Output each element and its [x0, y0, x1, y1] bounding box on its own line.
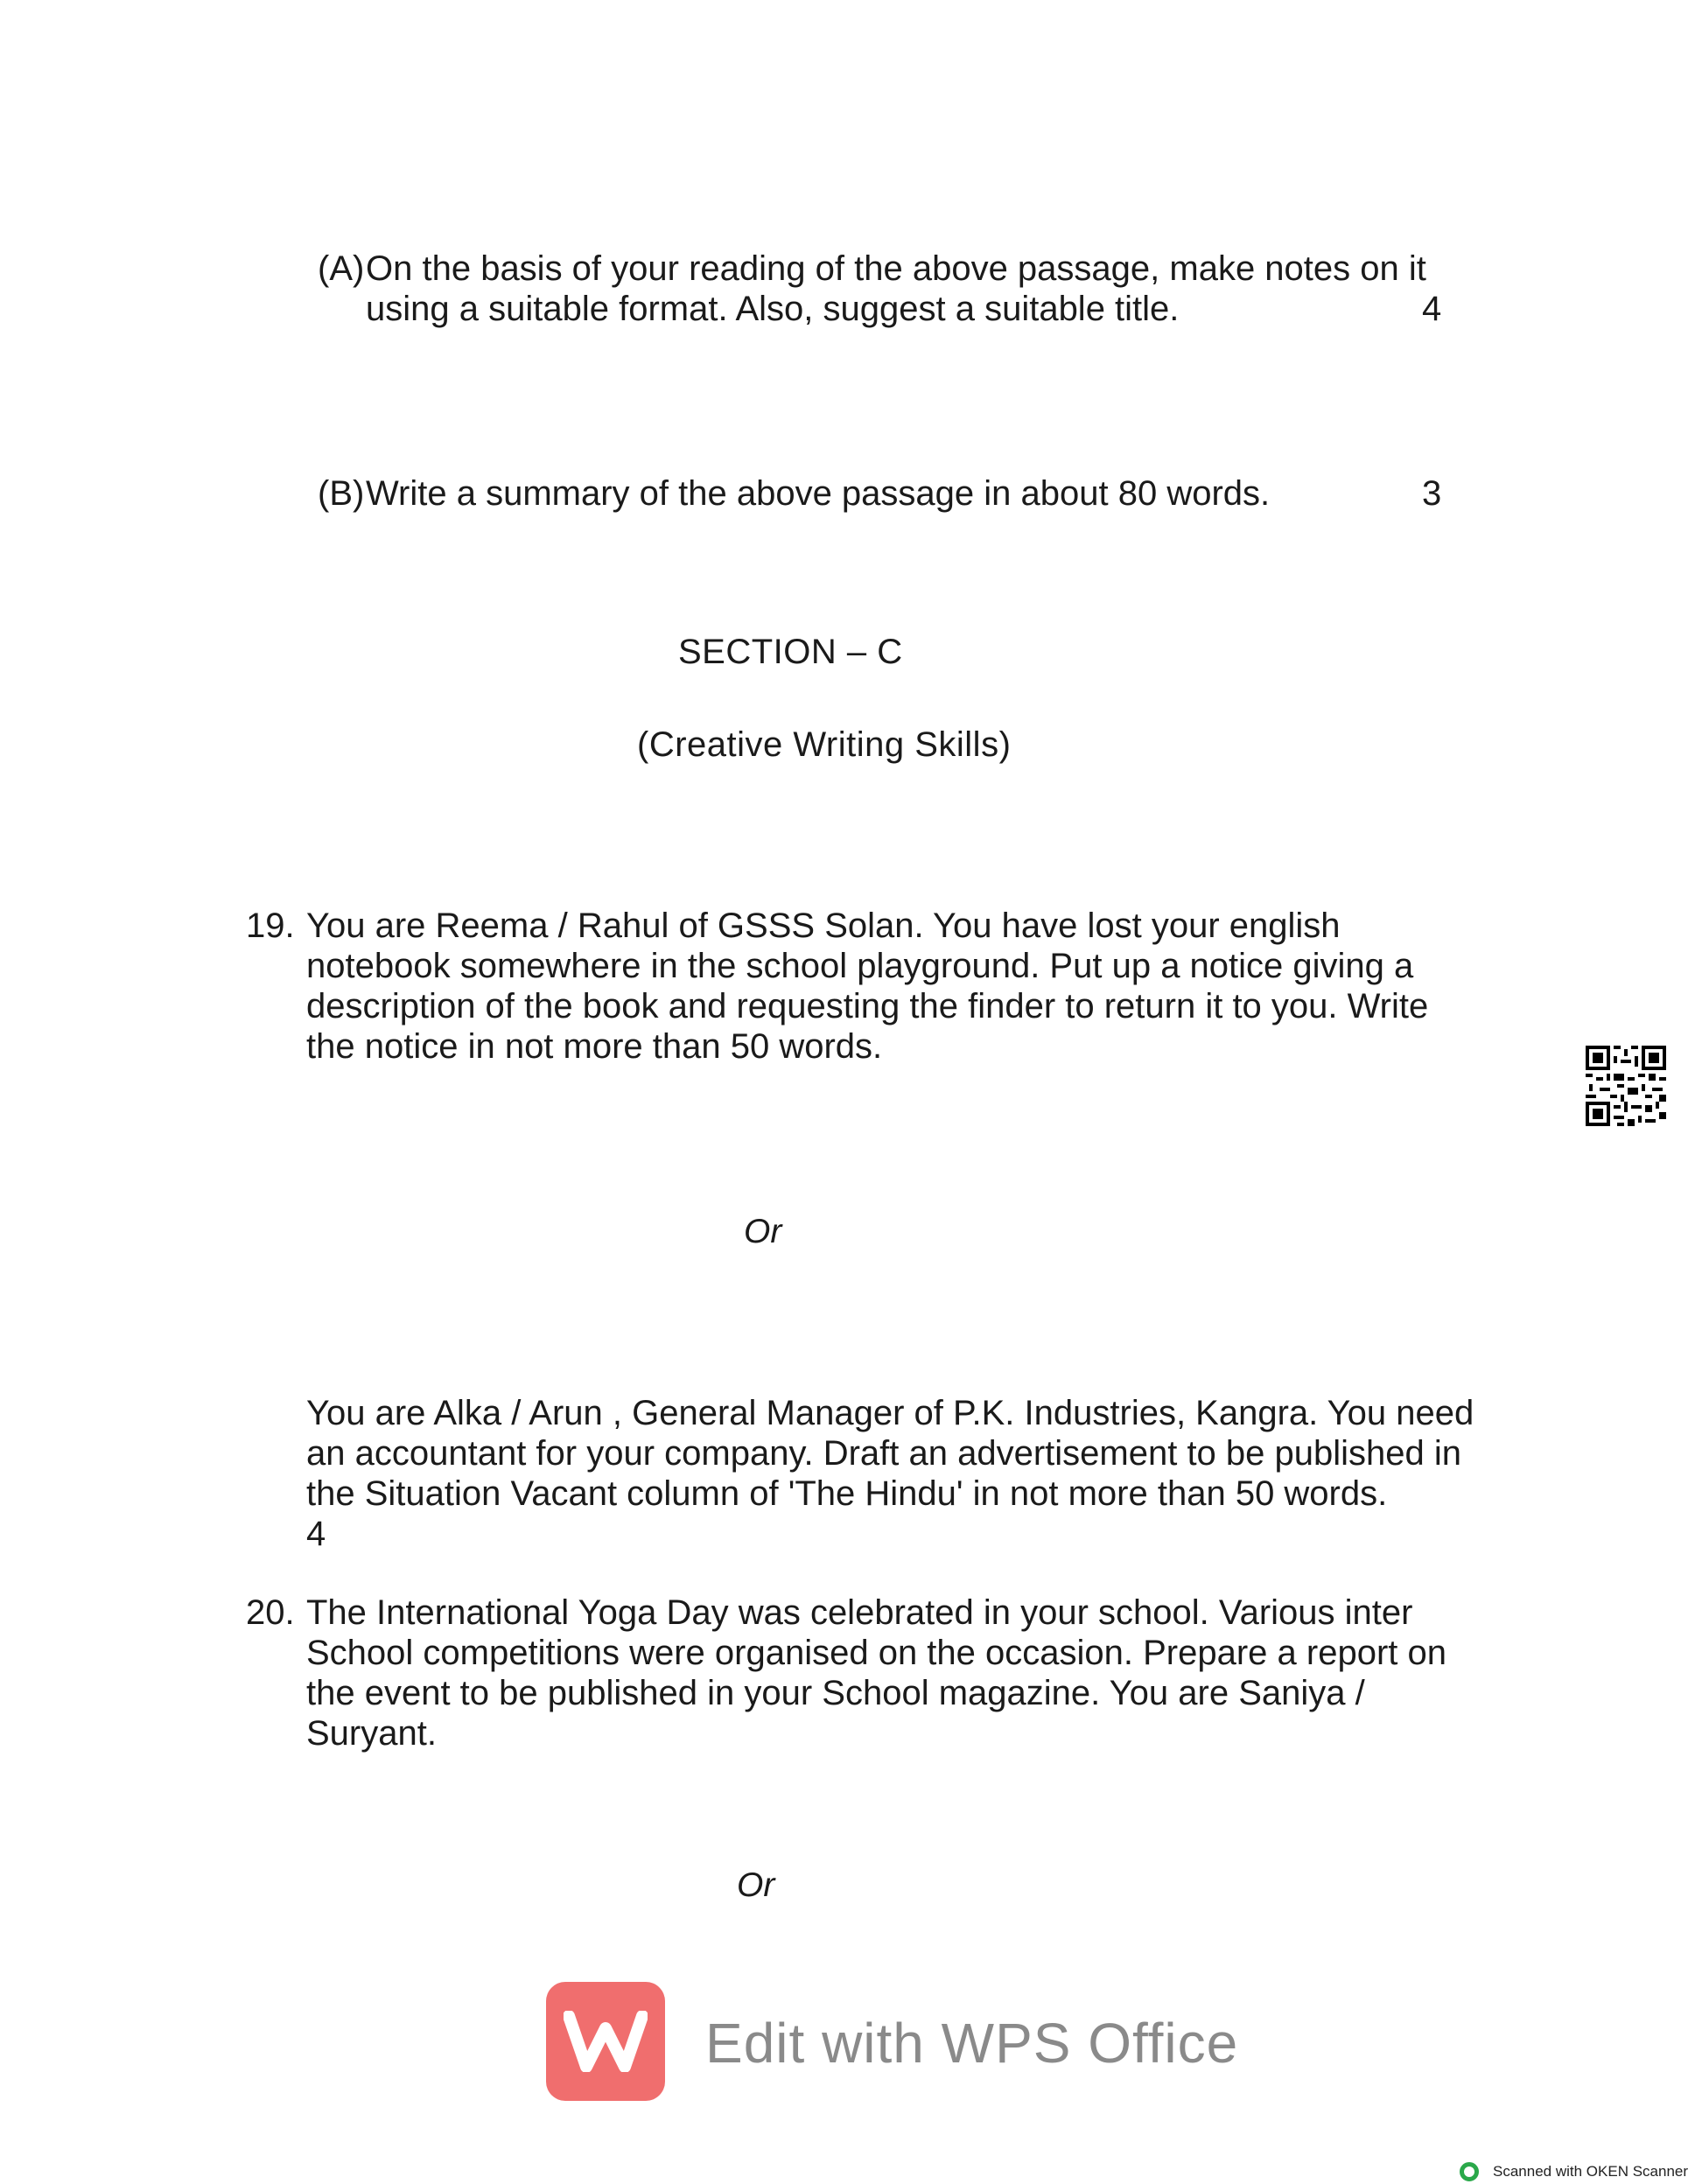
section-subtitle: (Creative Writing Skills)	[637, 725, 1012, 764]
wps-watermark-text[interactable]: Edit with WPS Office	[705, 2012, 1239, 2075]
q19-alternative-text: You are Alka / Arun , General Manager of P.K. Industries, Kangra. You need an accountant for your company. Draft an advertisement to be published in the Situation Vacant column of 'The Hindu' in not more than 50 words.	[306, 1394, 1474, 1513]
wps-logo-icon[interactable]	[546, 1982, 665, 2101]
q19-number: 19.	[246, 906, 295, 945]
q19-marks: 4	[306, 1515, 326, 1553]
section-title: SECTION – C	[678, 633, 903, 671]
q20-or-label: Or	[737, 1866, 775, 1904]
q18-part-b-marks: 3	[1422, 474, 1442, 513]
q18-part-b-text: Write a summary of the above passage in about 80 words.	[366, 474, 1271, 513]
q19-or-label: Or	[744, 1213, 782, 1250]
qr-code	[1586, 1046, 1666, 1126]
q19-text: You are Reema / Rahul of GSSS Solan. You have lost your english notebook somewhere in the school playground. Put up a notice giving a description of the book and requesting the finder to return it to you. Write the notice in not more than 50 words.	[306, 906, 1429, 1066]
q20-number: 20.	[246, 1593, 295, 1632]
q18-part-b-label: (B)	[318, 474, 365, 513]
q18-part-a-label: (A)	[318, 249, 365, 288]
q18-part-a-text: On the basis of your reading of the above passage, make notes on it using a suitable format. Also, suggest a suitable title.	[366, 249, 1426, 328]
scanner-credit: Scanned with OKEN Scanner	[1493, 2163, 1688, 2180]
q18-part-a-marks: 4	[1422, 290, 1442, 328]
q20-text: The International Yoga Day was celebrated in your school. Various inter School competitions were organised on the occasion. Prepare a report on the event to be published in your School magazine. You are Saniya / Suryant.	[306, 1593, 1446, 1753]
scanner-logo-icon	[1460, 2162, 1479, 2181]
